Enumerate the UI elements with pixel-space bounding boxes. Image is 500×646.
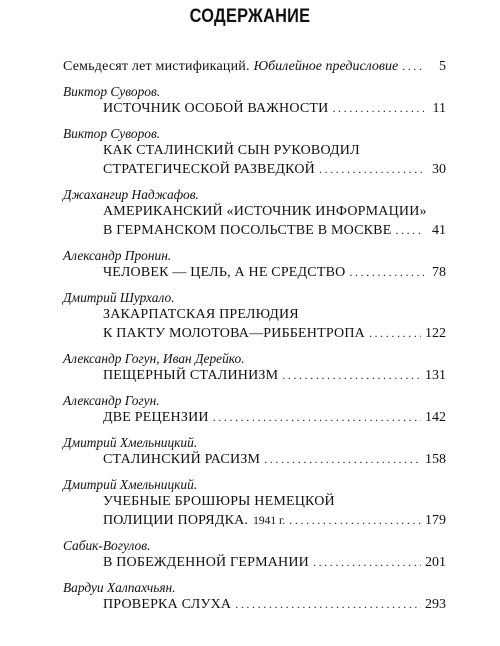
toc-line [63, 324, 446, 343]
toc-year: 1941 г. [253, 515, 286, 527]
toc-line [63, 492, 446, 511]
toc-title: ДВЕ РЕЦЕНЗИИ [103, 410, 209, 425]
page-number: 30 [432, 162, 446, 177]
toc-title: ЗАКАРПАТСКАЯ ПРЕЛЮДИЯ [103, 307, 299, 322]
toc-entry [63, 248, 446, 282]
leader-dots [332, 99, 424, 118]
toc-entry [63, 477, 446, 530]
toc-author: Александр Гогун, Иван Дерейко. [63, 351, 245, 366]
toc-entry [63, 580, 446, 614]
page-number: 78 [432, 265, 446, 280]
toc-title: В ГЕРМАНСКОМ ПОСОЛЬСТВЕ В МОСКВЕ [103, 223, 392, 238]
page-number: 142 [425, 410, 446, 425]
toc-entry [63, 435, 446, 469]
toc-line [63, 160, 446, 179]
leader-dots [395, 221, 424, 240]
toc-author: Александр Пронин. [63, 248, 172, 263]
toc-author: Дмитрий Хмельницкий. [63, 435, 198, 450]
toc-line [63, 221, 446, 240]
toc-author: Джахангир Наджафов. [63, 187, 199, 202]
toc-line [63, 141, 446, 160]
leader-dots [349, 263, 424, 282]
toc-line [63, 263, 446, 282]
toc-line [63, 202, 446, 221]
toc-title: К ПАКТУ МОЛОТОВА—РИББЕНТРОПА [103, 326, 365, 341]
page-number: 158 [425, 452, 446, 467]
toc-line [63, 99, 446, 118]
toc-list [63, 57, 446, 614]
toc-title: ПРОВЕРКА СЛУХА [103, 597, 232, 612]
toc-entry [63, 290, 446, 343]
toc-line [63, 408, 446, 427]
toc-line [63, 450, 446, 469]
toc-author: Дмитрий Шурхало. [63, 290, 175, 305]
leader-dots [213, 408, 421, 427]
leader-dots [235, 595, 421, 614]
page-number: 131 [425, 368, 446, 383]
toc-subtitle: Юбилейное предисловие [253, 59, 399, 74]
toc-entry [63, 187, 446, 240]
leader-dots [282, 366, 421, 385]
toc-title: В ПОБЕЖДЕННОЙ ГЕРМАНИИ [103, 555, 309, 570]
leader-dots [313, 553, 421, 572]
toc-entry [63, 393, 446, 427]
toc-title: Семьдесят лет мистификаций. [63, 59, 250, 74]
toc-entry [63, 84, 446, 118]
page-number: 41 [432, 223, 446, 238]
leader-dots [369, 324, 421, 343]
toc-entry [63, 538, 446, 572]
toc-line [63, 366, 446, 385]
leader-dots [264, 450, 421, 469]
page-number: 201 [425, 555, 446, 570]
toc-author: Александр Гогун. [63, 393, 160, 408]
toc-entry [63, 126, 446, 179]
toc-author: Виктор Суворов. [63, 126, 161, 141]
toc-title: СТРАТЕГИЧЕСКОЙ РАЗВЕДКОЙ [103, 162, 315, 177]
leader-dots [289, 511, 421, 530]
toc-line [63, 57, 446, 76]
toc-author: Сабик-Вогулов. [63, 538, 151, 553]
toc-author: Вардуи Халпахчьян. [63, 580, 176, 595]
toc-title: СТАЛИНСКИЙ РАСИЗМ [103, 452, 261, 467]
toc-line [63, 553, 446, 572]
page-number: 122 [425, 326, 446, 341]
toc-author: Виктор Суворов. [63, 84, 161, 99]
leader-dots [402, 57, 424, 76]
page-title: СОДЕРЖАНИЕ [189, 6, 311, 27]
page-number: 293 [425, 597, 446, 612]
page-number: 179 [425, 513, 446, 528]
toc-author: Дмитрий Хмельницкий. [63, 477, 198, 492]
toc-title: ПОЛИЦИИ ПОРЯДКА. [103, 513, 249, 528]
toc-line [63, 305, 446, 324]
toc-line [63, 595, 446, 614]
toc-title: УЧЕБНЫЕ БРОШЮРЫ НЕМЕЦКОЙ [103, 494, 335, 509]
toc-title: ПЕЩЕРНЫЙ СТАЛИНИЗМ [103, 368, 279, 383]
toc-title: КАК СТАЛИНСКИЙ СЫН РУКОВОДИЛ [103, 143, 360, 158]
leader-dots [319, 160, 424, 179]
toc-entry [63, 351, 446, 385]
toc-title: АМЕРИКАНСКИЙ «ИСТОЧНИК ИНФОРМАЦИИ» [103, 204, 427, 219]
toc-title: ЧЕЛОВЕК — ЦЕЛЬ, А НЕ СРЕДСТВО [103, 265, 346, 280]
toc-line [63, 511, 446, 530]
toc-title: ИСТОЧНИК ОСОБОЙ ВАЖНОСТИ [103, 101, 329, 116]
page-number: 11 [432, 101, 446, 116]
toc-entry [63, 57, 446, 76]
page-number: 5 [439, 59, 446, 74]
